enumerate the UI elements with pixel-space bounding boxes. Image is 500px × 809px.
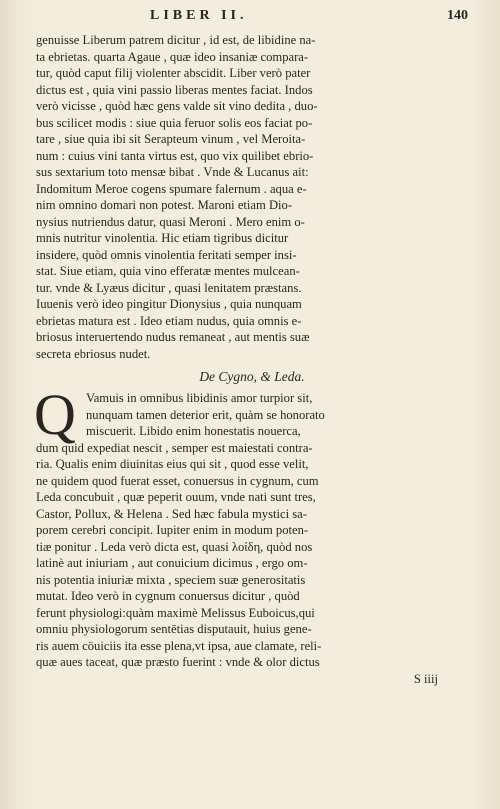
- text-line: tur. vnde & Lyæus dicitur , quasi lenitatem præstans.: [36, 280, 302, 295]
- text-line: porem cerebri concipit. Iupiter enim in modum poten-: [36, 523, 309, 537]
- drop-cap: Q: [34, 382, 76, 447]
- text-line: secreta ebriosus nudet.: [36, 346, 151, 361]
- text-line: miscuerit. Libido enim honestatis nouerca,: [86, 424, 301, 438]
- paragraph-dionysus: [36, 32, 468, 362]
- text-line: ris auem cöuiciis ita esse plena,vt ipsa, aue clamate, reli-: [36, 638, 322, 653]
- page-header: [0, 8, 500, 28]
- text-line: Leda concubuit , quæ peperit ouum, vnde nati sunt tres,: [36, 490, 316, 504]
- text-line: Indomitum Meroe cogens spumare falernum . aqua e-: [36, 181, 307, 196]
- text-line: verò vicisse , quòd hæc gens valde sit vino dedita , duo-: [36, 99, 318, 113]
- text-line: ferunt physiologi:quàm maximè Melissus Euboicus,qui: [36, 605, 315, 620]
- running-head: LIBER II.: [150, 8, 248, 23]
- text-line: ne quidem quod fuerat esset, conuersus in cygnum, cum: [36, 473, 319, 488]
- signature-mark: S iiij: [413, 671, 438, 686]
- section-title: De Cygno, & Leda.: [199, 369, 305, 384]
- text-line: tiæ ponitur . Leda verò dicta est, quasi λοίδη, quòd nos: [36, 539, 313, 554]
- text-line: nunquam tamen deterior erit, quàm se honorato: [86, 407, 325, 422]
- text-line: ebrietas matura est . Ideo etiam nudus, quia omnis e-: [36, 313, 302, 328]
- text-line: dictus est , quia vini passio liberas mentes faciat. Indos: [36, 82, 313, 97]
- paragraph-cygnus-leda: [34, 382, 468, 671]
- text-line: stat. Siue etiam, quia vino efferatæ mentes mulcean-: [36, 264, 300, 278]
- text-line: dum quid expediat nescit , semper est maiestati contra-: [36, 440, 313, 455]
- text-line: briosus interuertendo nudus remaneat , aut mentis suæ: [36, 330, 310, 344]
- text-line: Vamuis in omnibus libidinis amor turpior sit,: [86, 391, 313, 405]
- text-line: mnis nutritur vinolentia. Hic etiam tigribus dicitur: [36, 231, 289, 245]
- page-body: [36, 32, 468, 687]
- text-line: nis potentia iniuriæ mixta , speciem suæ generositatis: [36, 572, 306, 587]
- text-line: nim omnino domari non potest. Maroni etiam Dio-: [36, 198, 293, 212]
- text-line: num : cuius vini tanta virtus est, quo vix quilibet ebrio-: [36, 148, 314, 163]
- text-line: mutat. Ideo verò in cygnum conuersus dicitur , quòd: [36, 589, 300, 603]
- text-line: nysius nutriendus datur, quasi Meroni . Mero enim o-: [36, 214, 305, 229]
- text-line: sus sextarium toto mensæ bibat . Vnde & Lucanus ait:: [36, 165, 309, 179]
- paragraph-lines: [36, 440, 468, 671]
- text-line: insidere, quòd omnis vinolentia feritati semper insi-: [36, 247, 297, 262]
- text-line: Castor, Pollux, & Helena . Sed hæc fabula mystici sa-: [36, 506, 307, 521]
- text-line: omniu physiologorum sentētias disputauit, huius gene-: [36, 622, 312, 636]
- text-line: ta ebrietas. quarta Agaue , quæ ideo insaniæ compara-: [36, 49, 309, 64]
- text-line: quæ aues taceat, quæ præsto fuerint : vnde & olor dictus: [36, 655, 320, 669]
- text-line: tur, quòd caput filij violenter abscidit. Liber verò pater: [36, 66, 311, 80]
- text-line: bus scilicet modis : siue quia feruor solis eos faciat po-: [36, 115, 313, 130]
- indented-lines: [36, 390, 468, 440]
- text-line: latinè aut iniuriam , aut conuicium dicimus , ergo om-: [36, 556, 308, 570]
- text-line: ria. Qualis enim diuinitas eius qui sit , quod esse velit,: [36, 457, 309, 471]
- page-number: 140: [447, 8, 468, 23]
- text-line: Iuuenis verò ideo pingitur Dionysius , quia nunquam: [36, 297, 302, 311]
- text-line: genuisse Liberum patrem dicitur , id est, de libidine na-: [36, 33, 316, 47]
- text-line: tare , siue quia ibi sit Serapteum vinum , vel Meroita-: [36, 132, 306, 146]
